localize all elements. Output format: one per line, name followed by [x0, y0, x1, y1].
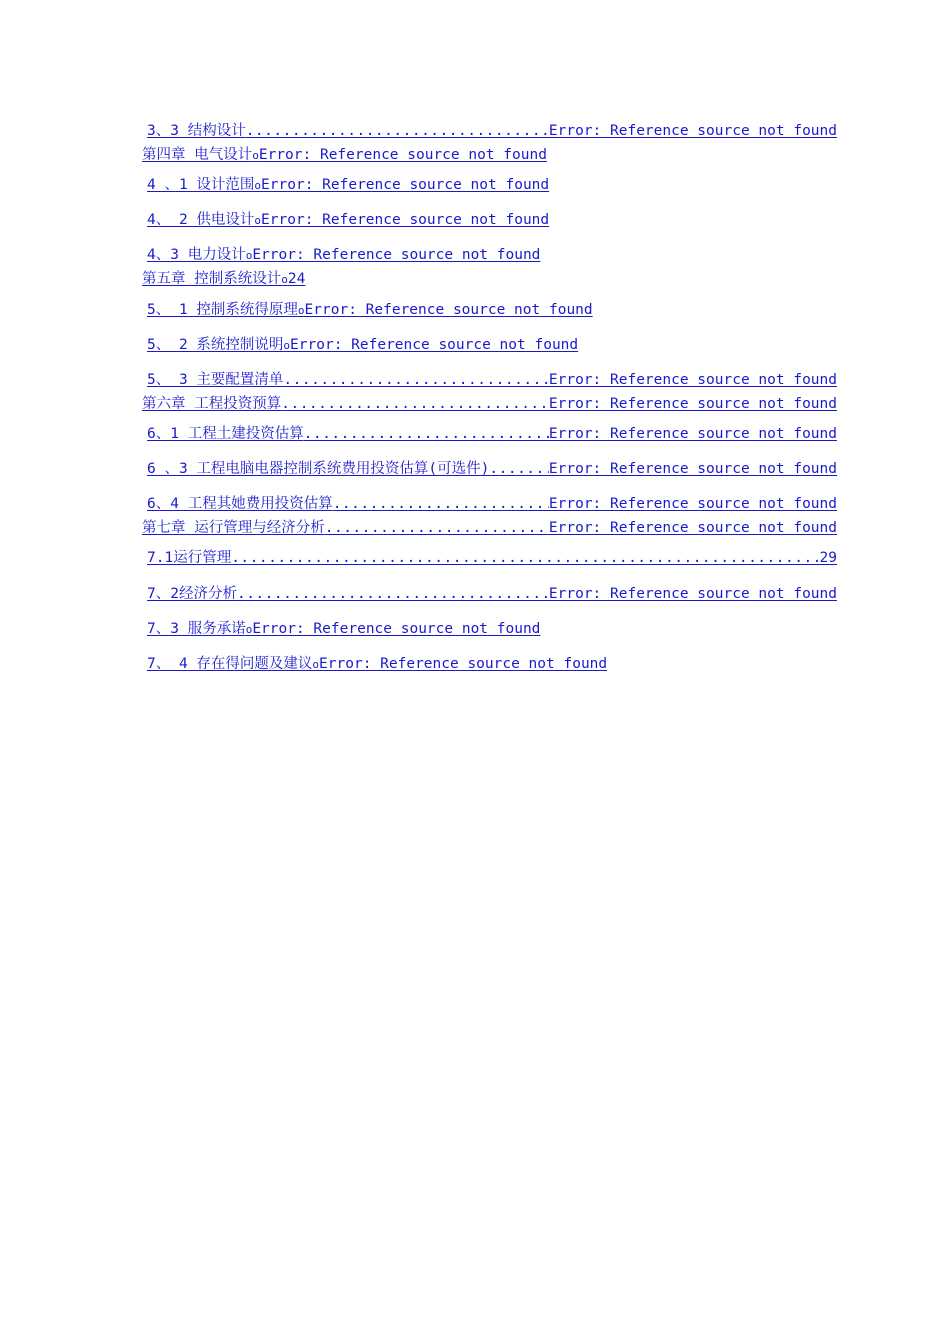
toc-entry-label: 6、4 工程其她费用投资估算: [147, 496, 333, 512]
toc-entry-separator: o: [312, 658, 320, 671]
toc-entry-7-4[interactable]: [147, 655, 607, 673]
toc-entry-page-ref: Error: Reference source not found: [548, 396, 837, 412]
toc-entry-3-3[interactable]: [147, 122, 837, 140]
toc-entry-6-1[interactable]: [147, 425, 837, 443]
toc-entry-separator: o: [281, 273, 288, 286]
toc-dot-leader: [281, 395, 549, 413]
toc-entry-label: 4 、1 设计范围: [147, 177, 255, 193]
toc-entry-label: 第五章 控制系统设计: [142, 271, 282, 287]
toc-entry-label: 5、 1 控制系统得原理: [147, 302, 298, 318]
toc-entry-6-4[interactable]: [147, 495, 837, 513]
toc-entry-label: 4、3 电力设计: [147, 247, 246, 263]
toc-entry-chapter-6[interactable]: [142, 395, 837, 413]
toc-entry-6-3[interactable]: [147, 460, 837, 478]
toc-entry-page-ref: Error: Reference source not found: [548, 123, 837, 139]
toc-entry-page-ref: Error: Reference source not found: [548, 461, 837, 477]
toc-entry-7-3[interactable]: [147, 620, 540, 638]
toc-dot-leader: [237, 585, 549, 603]
toc-entry-page-ref: 29: [819, 550, 837, 566]
toc-entry-4-3[interactable]: [147, 246, 540, 264]
toc-entry-5-1[interactable]: [147, 301, 593, 319]
toc-entry-label: 7.1运行管理: [147, 550, 232, 566]
toc-dot-leader: [489, 460, 549, 478]
toc-entry-label: 3、3 结构设计: [147, 123, 246, 139]
toc-entry-label: 第六章 工程投资预算: [142, 396, 282, 412]
toc-entry-page-ref: Error: Reference source not found: [319, 656, 608, 672]
toc-entry-chapter-5[interactable]: [142, 270, 305, 288]
toc-entry-5-3[interactable]: [147, 371, 837, 389]
toc-entry-7-1[interactable]: [147, 549, 837, 567]
toc-dot-leader: [246, 122, 549, 140]
toc-entry-page-ref: Error: Reference source not found: [548, 586, 837, 602]
toc-entry-label: 6、1 工程土建投资估算: [147, 426, 304, 442]
toc-entry-page-ref: Error: Reference source not found: [261, 177, 550, 193]
toc-dot-leader: [333, 495, 549, 513]
toc-entry-page-ref: 24: [287, 271, 306, 287]
toc-entry-separator: o: [254, 214, 262, 227]
toc-entry-label: 6 、3 工程电脑电器控制系统费用投资估算(可选件): [147, 461, 490, 477]
toc-entry-chapter-7[interactable]: [142, 519, 837, 537]
toc-entry-separator: o: [254, 179, 262, 192]
toc-entry-page-ref: Error: Reference source not found: [548, 496, 837, 512]
toc-entry-4-1[interactable]: [147, 176, 549, 194]
toc-dot-leader: [283, 371, 548, 389]
toc-dot-leader: [231, 549, 819, 567]
toc-entry-page-ref: Error: Reference source not found: [252, 621, 541, 637]
toc-entry-separator: o: [283, 339, 291, 352]
toc-entry-label: 第四章 电气设计: [142, 147, 253, 163]
toc-entry-label: 5、 3 主要配置清单: [147, 372, 284, 388]
toc-entry-label: 7、3 服务承诺: [147, 621, 246, 637]
toc-entry-4-2[interactable]: [147, 211, 549, 229]
toc-entry-label: 5、 2 系统控制说明: [147, 337, 284, 353]
toc-entry-label: 7、2经济分析: [147, 586, 237, 602]
toc-entry-separator: o: [252, 149, 259, 162]
toc-entry-label: 7、 4 存在得问题及建议: [147, 656, 313, 672]
toc-entry-page-ref: Error: Reference source not found: [548, 426, 837, 442]
toc-entry-page-ref: Error: Reference source not found: [548, 520, 837, 536]
toc-entry-page-ref: Error: Reference source not found: [290, 337, 579, 353]
toc-dot-leader: [325, 519, 549, 537]
toc-entry-separator: o: [245, 623, 253, 636]
toc-entry-page-ref: Error: Reference source not found: [252, 247, 541, 263]
toc-entry-separator: o: [245, 249, 253, 262]
toc-entry-page-ref: Error: Reference source not found: [261, 212, 550, 228]
toc-entry-7-2[interactable]: [147, 585, 837, 603]
toc-entry-label: 第七章 运行管理与经济分析: [142, 520, 325, 536]
toc-entry-page-ref: Error: Reference source not found: [304, 302, 593, 318]
toc-entry-label: 4、 2 供电设计: [147, 212, 255, 228]
toc-entry-separator: o: [297, 304, 305, 317]
toc-dot-leader: [304, 425, 549, 443]
toc-entry-5-2[interactable]: [147, 336, 578, 354]
toc-entry-page-ref: Error: Reference source not found: [258, 147, 547, 163]
toc-entry-chapter-4[interactable]: [142, 146, 547, 164]
toc-entry-page-ref: Error: Reference source not found: [548, 372, 837, 388]
